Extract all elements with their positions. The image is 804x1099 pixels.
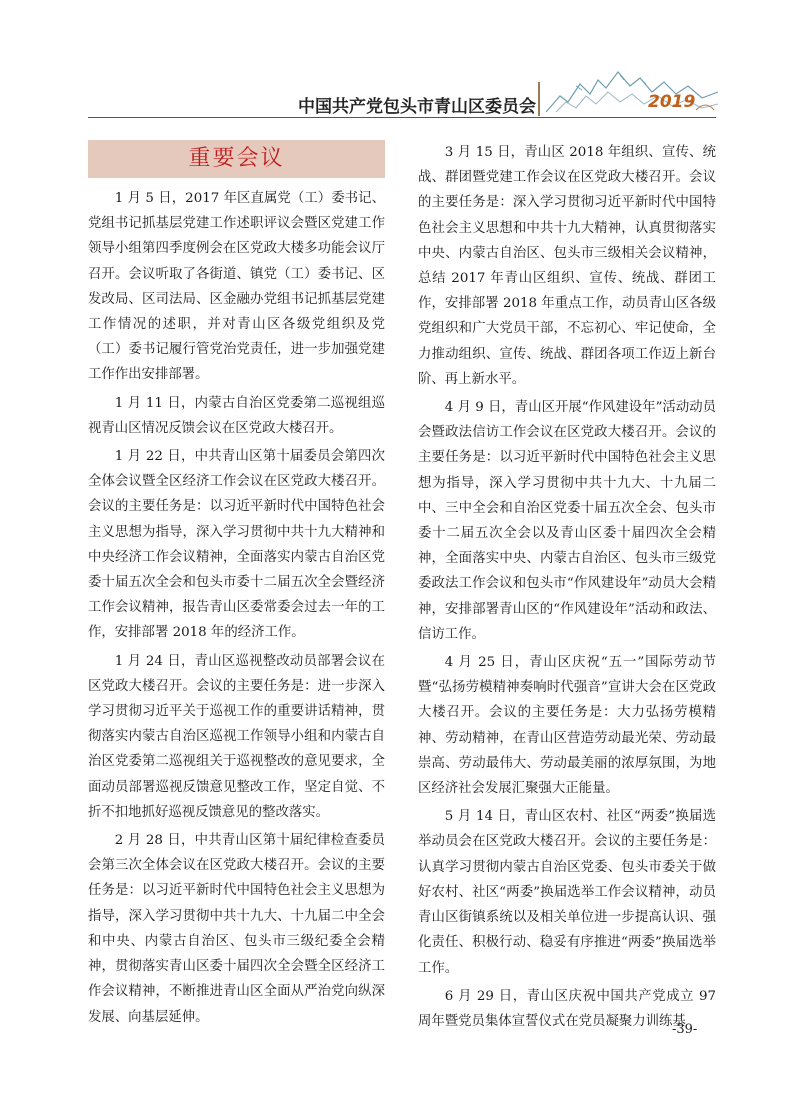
page-header [0,0,804,117]
left-column [88,140,385,1033]
header-title: 中国共产党包头市青山区委员会 [298,97,536,117]
paragraph: 6 月 29 日，青山区庆祝中国共产党成立 97 周年暨党员集体宣誓仪式在党员凝聚力训练基 [418,988,716,1029]
right-column [418,140,716,1037]
paragraph: 1 月 11 日，内蒙古自治区党委第二巡视组巡视青山区情况反馈会议在区党政大楼召开。 [88,395,385,436]
paragraph: 1 月 5 日，2017 年区直属党（工）委书记、党组书记抓基层党建工作述职评议会暨区党建工作领导小组第四季度例会在区党政大楼多功能会议厅召开。会议听取了各街道、镇党（工）委书记、区发改局、区司法局、区金融办党组书记抓基层党建工作情况的述职，并对青山区各级党组织及党（工）委书记履行管党治党责任，进一步加强党建工作作出安排部署。 [88,191,385,383]
page-number: -39- [672,1022,698,1037]
section-title: 重要会议 [188,146,285,172]
paragraph: 1 月 24 日，青山区巡视整改动员部署会议在区党政大楼召开。会议的主要任务是：进一步深入学习贯彻习近平关于巡视工作的重要讲话精神，贯彻落实内蒙古自治区巡视工作领导小组和内蒙古自治区党委第二巡视组关于巡视整改的意见要求，全面动员部署巡视反馈意见整改工作，坚定自觉、不折不扣地抓好巡视反馈意见的整改落实。 [88,653,385,820]
header-rule [88,117,716,118]
paragraph: 4 月 25 日，青山区庆祝“五一”国际劳动节暨“弘扬劳模精神奏响时代强音”宣讲大会在区党政大楼召开。会议的主要任务是：大力弘扬劳模精神、劳动精神，在青山区营造劳动最光荣、劳动最崇高、劳动最伟大、劳动最美丽的浓厚氛围，为地区经济社会发展汇聚强大正能量。 [418,655,716,797]
paragraph: 2 月 28 日，中共青山区第十届纪律检查委员会第三次全体会议在区党政大楼召开。会议的主要任务是：以习近平新时代中国特色社会主义思想为指导，深入学习贯彻中共十九大、十九届二中全会和中央、内蒙古自治区、包头市三级纪委全会精神，贯彻落实青山区委十届四次全会暨全区经济工作会议精神，不断推进青山区全面从严治党向纵深发展、向基层延伸。 [88,833,385,1025]
section-banner [88,140,385,178]
paragraph: 5 月 14 日，青山区农村、社区“两委”换届选举动员会在区党政大楼召开。会议的主要任务是：认真学习贯彻内蒙古自治区党委、包头市委关于做好农村、社区“两委”换届选举工作会议精神，动员青山区街镇系统以及相关单位进一步提高认识、强化责任、积极行动、稳妥有序推进“两委”换届选举工作。 [418,809,716,976]
header-divider [538,82,540,116]
paragraph: 3 月 15 日，青山区 2018 年组织、宣传、统战、群团暨党建工作会议在区党政大楼召开。会议的主要任务是：深入学习贯彻习近平新时代中国特色社会主义思想和中共十九大精神，认真贯彻落实中央、内蒙古自治区、包头市三级相关会议精神，总结 2017 年青山区组织、宣传、统战、群团工作，安排部署 2018 年重点工作，动员青山区各级党组织和广大党员干部，不忘初心、牢记使命，全力推动组织、宣传、统战、群团各项工作迈上新台阶、再上新水平。 [418,145,716,387]
paragraph: 1 月 22 日，中共青山区第十届委员会第四次全体会议暨全区经济工作会议在区党政大楼召开。会议的主要任务是：以习近平新时代中国特色社会主义思想为指导，深入学习贯彻中共十九大精神和中央经济工作会议精神，全面落实内蒙古自治区党委十届五次全会和包头市委十二届五次全会暨经济工作会议精神，报告青山区委常委会过去一年的工作，安排部署 2018 年的经济工作。 [88,449,385,641]
paragraph: 4 月 9 日，青山区开展“作风建设年”活动动员会暨政法信访工作会议在区党政大楼召开。会议的主要任务是：以习近平新时代中国特色社会主义思想为指导，深入学习贯彻中共十九大、十九届二中、三中全会和自治区党委十届五次全会、包头市委十二届五次全会以及青山区委十届四次全会精神，全面落实中央、内蒙古自治区、包头市三级党委政法工作会议和包头市“作风建设年”动员大会精神，安排部署青山区的“作风建设年”活动和政法、信访工作。 [418,400,716,642]
header-year: 2019 [648,92,696,112]
